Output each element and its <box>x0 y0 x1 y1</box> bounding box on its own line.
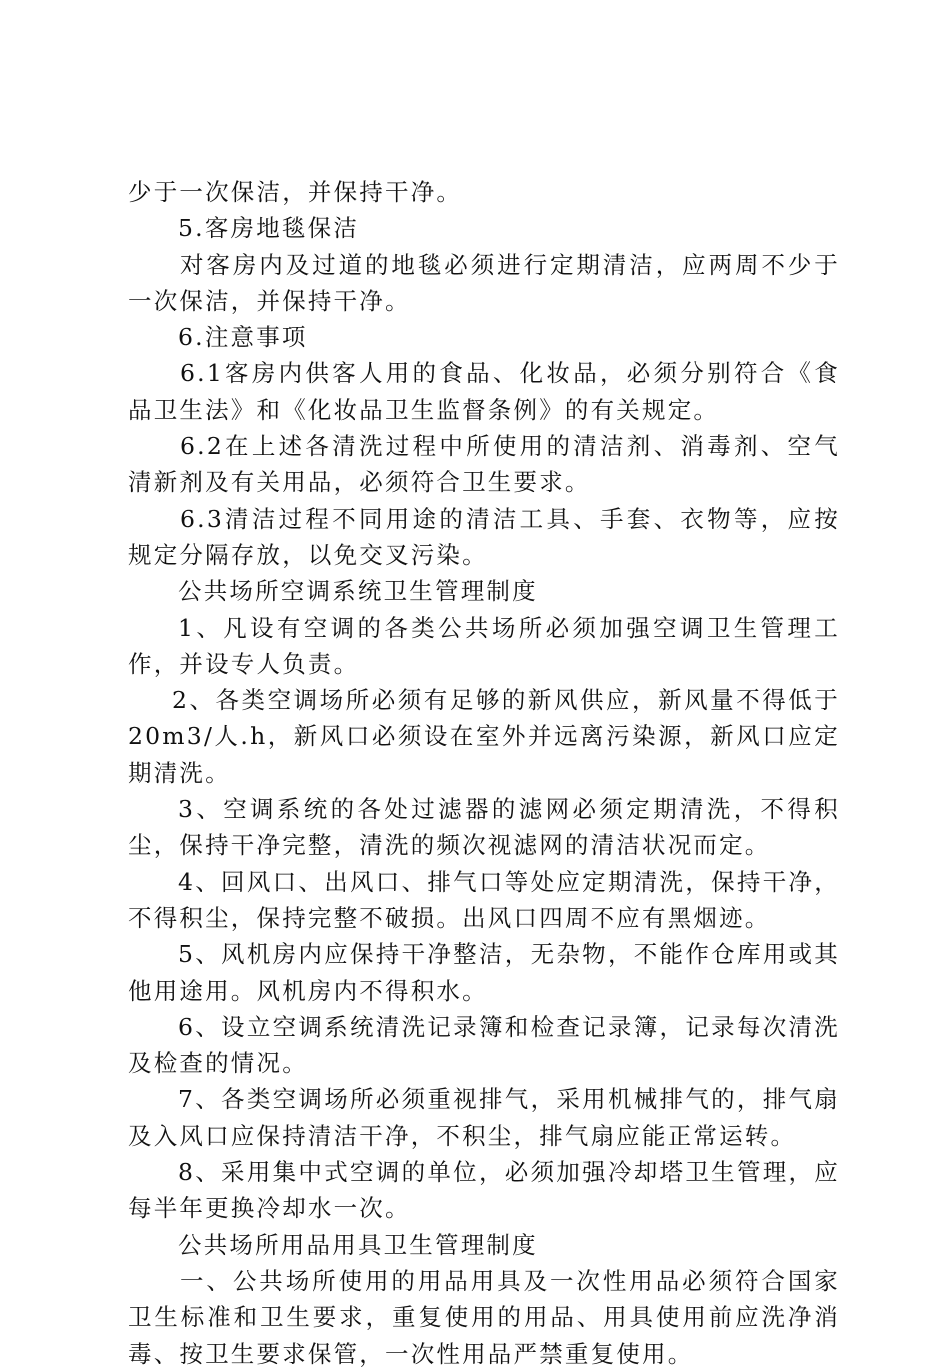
paragraph-ac-rule-7: 7、各类空调场所必须重视排气，采用机械排气的，排气扇及入风口应保持清洁干净，不积尘，排气扇应能正常运转。 <box>128 1085 840 1150</box>
paragraph-carpet-cleaning: 对客房内及过道的地毯必须进行定期清洁，应两周不少于一次保洁，并保持干净。 <box>128 250 840 315</box>
paragraph-ac-rule-1: 1、凡设有空调的各类公共场所必须加强空调卫生管理工作，并设专人负责。 <box>128 613 840 678</box>
section-title-supplies: 公共场所用品用具卫生管理制度 <box>178 1230 538 1259</box>
section-heading-carpet-cleaning: 5.客房地毯保洁 <box>178 214 360 243</box>
paragraph-ac-rule-5: 5、风机房内应保持干净整洁，无杂物，不能作仓库用或其他用途用。风机房内不得积水。 <box>128 940 840 1005</box>
section-title-air-conditioning: 公共场所空调系统卫生管理制度 <box>178 577 538 606</box>
paragraph-ac-rule-4: 4、回风口、出风口、排气口等处应定期清洗，保持干净，不得积尘，保持完整不破损。出风口四周不应有黑烟迹。 <box>128 867 840 932</box>
document-body <box>128 174 840 1372</box>
paragraph-ac-rule-2: 2、各类空调场所必须有足够的新风供应，新风量不得低于20m3/人.h，新风口必须设在室外并远离污染源，新风口应定期清洗。 <box>128 686 840 787</box>
paragraph-note-6-1: 6.1客房内供客人用的食品、化妆品，必须分别符合《食品卫生法》和《化妆品卫生监督条例》的有关规定。 <box>128 359 840 424</box>
paragraph-ac-rule-8: 8、采用集中式空调的单位，必须加强冷却塔卫生管理，应每半年更换冷却水一次。 <box>128 1158 840 1223</box>
paragraph-cleaning-frequency-end: 少于一次保洁，并保持干净。 <box>128 178 463 206</box>
paragraph-ac-rule-3: 3、空调系统的各处过滤器的滤网必须定期清洗，不得积尘，保持干净完整，清洗的频次视滤网的清洁状况而定。 <box>128 795 840 860</box>
section-heading-notes: 6.注意事项 <box>178 323 308 352</box>
paragraph-note-6-2: 6.2在上述各清洗过程中所使用的清洁剂、消毒剂、空气清新剂及有关用品，必须符合卫生要求。 <box>128 432 840 497</box>
paragraph-ac-rule-6: 6、设立空调系统清洗记录簿和检查记录簿，记录每次清洗及检查的情况。 <box>128 1012 840 1078</box>
paragraph-supplies-rule-1: 一、公共场所使用的用品用具及一次性用品必须符合国家卫生标准和卫生要求，重复使用的用品、用具使用前应洗净消毒、按卫生要求保管，一次性用品严禁重复使用。 <box>128 1266 840 1368</box>
paragraph-note-6-3: 6.3清洁过程不同用途的清洁工具、手套、衣物等，应按规定分隔存放，以免交叉污染。 <box>128 504 840 569</box>
